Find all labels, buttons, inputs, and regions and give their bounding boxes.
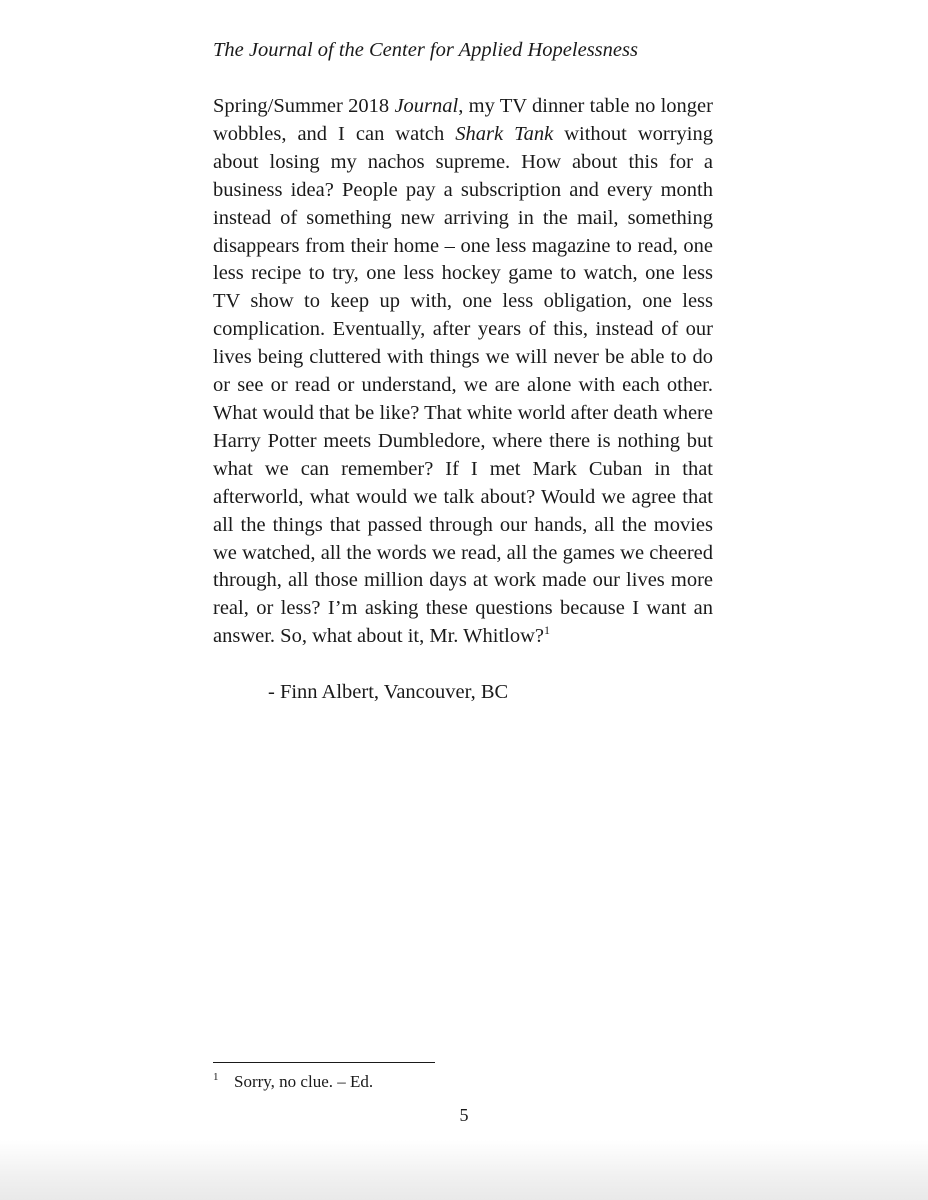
footnote-text: Sorry, no clue. – Ed. [234,1072,374,1091]
footnote [213,1070,373,1094]
footnote-reference: 1 [544,623,551,638]
footnote-mark: 1 [213,1071,219,1083]
page-number: 5 [459,1105,469,1125]
journal-title-italic: Journal [394,95,459,117]
footnote-divider [213,1062,435,1063]
body-text-segment: Spring/Summer 2018 [213,95,395,117]
body-text-segment: without worrying about losing my nachos supreme. How about this for a business idea? People pay a subscription and every month instead of something new arriving in the mail, something disappears from their home – one less magazine to read, one less recipe to try, one less hockey game to watch, one less TV show to keep up with, one less obligation, one less complication. Eventually, after years of this, instead of our lives being cluttered with things we will never be able to do or see or read or understand, we are alone with each other. What would that be like? That white world after death where Harry Potter meets Dumbledore, where there is nothing but what we can remember? If I met Mark Cuban in that afterworld, what would we talk about? Would we agree that all the things that passed through our hands, all the movies we watched, all the words we read, all the games we cheered through, all those million days at work made our lives more real, or less? I’m asking these questions because I want an answer. So, what about it, Mr. Whitlow? [213,122,714,648]
show-title-italic: Shark Tank [455,122,554,145]
letter-signature: - Finn Albert, Vancouver, BC [268,681,509,703]
letter-body [213,93,713,651]
running-header: The Journal of the Center for Applied Hopelessness [213,39,638,61]
letter-paragraph [213,93,713,651]
body-text-segment: , my TV dinner table no longer wobbles, and I can watch [213,95,713,145]
